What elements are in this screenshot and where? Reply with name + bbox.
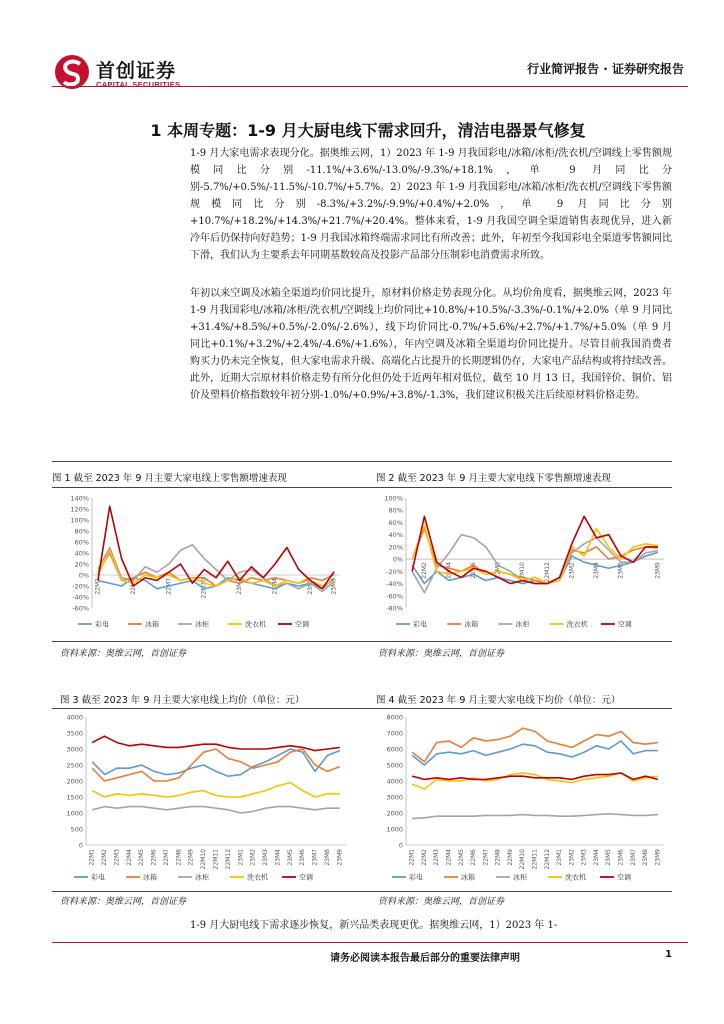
footer-divider [52,942,688,943]
x-tick-label: 22M8 [494,849,502,866]
y-tick-label: 3000 [66,745,83,754]
y-tick-label: 120% [70,505,89,514]
y-tick-label: 7000 [386,729,403,738]
series-line-彩电 [412,741,658,765]
logo-text-cn: 首创证券 [96,60,177,82]
legend-label: 冰箱 [461,873,475,882]
x-tick-label: 22M5 [457,849,465,866]
x-tick-label: 22M10 [519,849,527,870]
y-tick-label: 0 [398,841,403,850]
paragraph-3: 1-9 月大厨电线下需求逐步恢复，新兴品类表现更优。据奥维云网，1）2023 年 1- [190,920,558,931]
y-tick-label: 1000 [386,825,403,834]
legend-label: 洗衣机 [245,620,266,629]
y-tick-label: 2000 [386,809,403,818]
x-tick-label: 22M9 [187,849,195,866]
x-tick-label: 23M6 [299,849,307,866]
y-tick-label: -20% [72,582,89,591]
x-tick-label: 23M6 [617,562,625,579]
x-tick-label: 22M10 [200,578,208,599]
x-tick-label: 22M6 [470,849,478,866]
y-tick-label: 4000 [386,777,403,786]
legend-label: 彩电 [413,620,427,629]
x-tick-label: 23M6 [617,849,625,866]
x-tick-label: 22M2 [101,849,109,866]
legend-label: 洗衣机 [565,873,586,882]
x-tick-label: 23M4 [271,578,279,595]
y-tick-label: 140% [70,494,89,503]
legend-label: 洗衣机 [247,873,268,882]
y-tick-label: 60% [74,538,89,547]
x-tick-label: 22M12 [543,562,551,583]
y-tick-label: -60% [72,604,89,613]
legal-disclaimer: 请务必阅读本报告最后部分的重要法律声明 [330,953,520,964]
y-tick-label: 80% [74,527,89,536]
section-title: 1 本周专题：1-9 月大厨电线下需求回升，清洁电器景气修复 [150,121,586,140]
legend-label: 空调 [617,873,631,882]
x-tick-label: 22M7 [165,578,173,595]
legend-label: 洗衣机 [566,620,588,629]
y-tick-label: 2000 [66,777,83,786]
figure-2 [376,470,676,484]
y-tick-label: 500 [70,825,83,834]
legend-label: 彩电 [409,873,423,882]
x-tick-label: 23M5 [286,849,294,866]
y-tick-label: 60% [388,518,403,527]
legend-label: 彩电 [95,620,109,629]
y-tick-label: -40% [386,580,403,589]
chart-3 [54,711,354,887]
x-tick-label: 23M9 [336,849,344,866]
figure-4 [376,692,676,706]
x-tick-label: 22M4 [445,849,453,866]
y-tick-label: 1500 [66,793,83,802]
figure-2-title: 图 2 截至 2023 年 9 月主要大家电线下零售额增速表现 [376,473,611,484]
x-tick-label: 22M2 [420,562,428,579]
header-divider [52,86,688,87]
figure-4-title: 图 4 截至 2023 年 9 月主要大家电线下均价（单位：元） [376,695,621,706]
figure-bottom-divider [52,641,672,642]
series-line-冰箱 [92,749,340,781]
figure-3-title: 图 3 截至 2023 年 9 月主要大家电线上均价（单位：元） [60,695,305,706]
x-tick-label: 23M7 [311,849,319,866]
x-tick-label: 23M1 [556,849,564,866]
y-tick-label: 80% [388,506,403,515]
x-tick-label: 23M3 [262,849,270,866]
y-tick-label: -40% [72,593,89,602]
x-tick-label: 22M6 [470,562,478,579]
y-tick-label: 6000 [386,745,403,754]
legend-label: 冰柜 [513,873,527,882]
x-tick-label: 23M3 [580,849,588,866]
x-tick-label: 23M8 [323,849,331,866]
legend-label: 冰箱 [145,620,159,629]
y-tick-label: 40% [74,549,89,558]
chart-4 [372,711,672,887]
figure-bottom-divider-2 [52,891,672,892]
report-type: 行业简评报告 · 证券研究报告 [527,62,684,76]
y-tick-label: 5000 [386,761,403,770]
x-tick-label: 22M12 [543,849,551,870]
x-tick-label: 23M4 [592,849,600,866]
y-tick-label: 3000 [386,793,403,802]
figure-3 [60,692,360,706]
x-tick-label: 22M4 [445,562,453,579]
y-tick-label: 20% [388,543,403,552]
legend-label: 冰箱 [143,873,157,882]
y-tick-label: 8000 [386,713,403,722]
x-tick-label: 22M1 [94,578,102,595]
legend-label: 空调 [295,620,309,629]
x-tick-label: 22M12 [224,849,232,870]
figure-2-source: 资料来源：奥维云网，首创证券 [378,649,505,659]
y-tick-label: 0% [78,571,89,580]
x-tick-label: 22M6 [150,849,158,866]
y-tick-label: 20% [74,560,89,569]
x-tick-label: 22M8 [175,849,183,866]
chart-2 [376,492,672,634]
y-tick-label: -80% [386,604,403,613]
series-line-冰柜 [412,814,658,819]
legend-label: 空调 [299,873,313,882]
paragraph-1: 1-9 月大家电需求表现分化。据奥维云网，1）2023 年 1-9 月我国彩电/冰箱/冰柜/洗衣机/空调线上零售额规模同比分别-11.1%/+3.6%/-13.0%/-9.3%/+18.1%，单 9 月同比分别-5.7%/+0.5%/-11.5%/-10.7%/+5.7%。2）2023 年 1-9 月我国彩电/冰箱/冰柜/洗衣机/空调线下零售额规模同比分别-8.3%/+3.2%/-9.9%/+0.4%/+2.0%，单 9 月同比分别+10.7%/+18.2%/+14.3%/+21.7%/+20.4%。整体来看，1-9 月我国空调全渠道销售表现优异，进入新冷年后仍保持向好趋势；1-9 月我国冰箱终端需求同比有所改善；此外，年初至今我国彩电全渠道零售额同比下滑，我们认为主要系去年同期基数较高及投影产品部分压制彩电消费需求所致。 [190,148,672,261]
x-tick-label: 22M11 [531,849,539,870]
y-tick-label: 1000 [66,809,83,818]
x-tick-label: 22M7 [162,849,170,866]
x-tick-label: 23M4 [592,562,600,579]
figure-1-source: 资料来源：奥维云网，首创证券 [60,649,187,659]
x-tick-label: 22M7 [482,849,490,866]
x-tick-label: 22M10 [200,849,208,870]
y-tick-label: 100% [70,516,89,525]
figure-title-divider-2 [52,708,672,709]
legend-label: 空调 [617,620,632,629]
figure-top-divider [52,461,672,462]
x-tick-label: 22M4 [125,849,133,866]
y-tick-label: -60% [386,592,403,601]
legend-label: 冰柜 [515,620,530,629]
x-tick-label: 23M9 [330,578,338,595]
series-line-冰柜 [92,807,340,813]
x-tick-label: 22M11 [212,849,220,870]
legend-label: 彩电 [91,873,105,882]
x-tick-label: 23M2 [568,849,576,866]
series-line-洗衣机 [92,783,340,797]
x-tick-label: 23M4 [274,849,282,866]
x-tick-label: 22M4 [129,578,137,595]
y-tick-label: 0 [78,841,83,850]
series-line-彩电 [92,749,340,776]
legend-label: 冰柜 [195,873,209,882]
figure-3-source: 资料来源：奥维云网，首创证券 [60,897,187,907]
page-number: 1 [665,949,672,960]
x-tick-label: 23M1 [237,849,245,866]
x-tick-label: 23M7 [306,578,314,595]
x-tick-label: 23M2 [568,562,576,579]
y-tick-label: 4000 [66,713,83,722]
x-tick-label: 23M7 [629,849,637,866]
x-tick-label: 23M5 [605,849,613,866]
x-tick-label: 23M2 [249,849,257,866]
figure-1-title: 图 1 截至 2023 年 9 月主要大家电线上零售额增速表现 [52,473,287,484]
x-tick-label: 22M8 [494,562,502,579]
x-tick-label: 22M9 [506,849,514,866]
x-tick-label: 23M9 [654,562,662,579]
x-tick-label: 23M1 [236,578,244,595]
x-tick-label: 22M2 [420,849,428,866]
y-tick-label: 3500 [66,729,83,738]
x-tick-label: 22M5 [138,849,146,866]
x-tick-label: 22M3 [433,849,441,866]
y-tick-label: 2500 [66,761,83,770]
chart-1 [58,492,348,634]
logo-text-en: CAPITAL SECURITIES [96,80,181,89]
x-tick-label: 22M1 [88,849,96,866]
x-tick-label: 22M3 [113,849,121,866]
x-tick-label: 23M9 [654,849,662,866]
legend-label: 冰箱 [464,620,479,629]
x-tick-label: 22M1 [408,849,416,866]
figure-1 [52,470,362,484]
x-tick-label: 23M8 [642,849,650,866]
figure-title-divider [52,487,672,488]
x-tick-label: 22M10 [519,562,527,583]
figure-4-source: 资料来源：奥维云网，首创证券 [378,897,505,907]
y-tick-label: 40% [388,531,403,540]
y-tick-label: 100% [384,494,403,503]
series-line-洗衣机 [412,773,658,789]
legend-label: 冰柜 [195,620,209,629]
y-tick-label: 0% [392,555,403,564]
y-tick-label: -20% [386,567,403,576]
paragraph-2: 年初以来空调及冰箱全渠道均价同比提升，原材料价格走势表现分化。从均价角度看，据奥维云网，2023 年 1-9 月我国彩电/冰箱/冰柜/洗衣机/空调线上均价同比+10.8%/+10.5%/-3.3%/-0.1%/+2.0%（单 9 月同比+31.4%/+8.5%/+0.5%/-2.0%/-2.6%），线下均价同比-0.7%/+5.6%/+2.7%/+1.7%/+5.0%（单 9 月同比+0.1%/+3.2%/+2.4%/-4.6%/+1.6%），年内空调及冰箱全渠道均价同比提升。尽管目前我国消费者购买力仍未完全恢复，但大家电需求升级、高端化占比提升的长期逻辑仍存，大家电产品结构或将持续改善。此外，近期大宗原材料价格走势有所分化但仍处于近两年相对低位，截至 10 月 13 日，我国锌价、铜价、铝价及塑料价格指数较年初分别-1.0%/+0.9%/+3.8%/-1.3%，我们建议积极关注后续原材料价格走势。 [190,288,672,401]
series-line-空调 [98,506,334,589]
